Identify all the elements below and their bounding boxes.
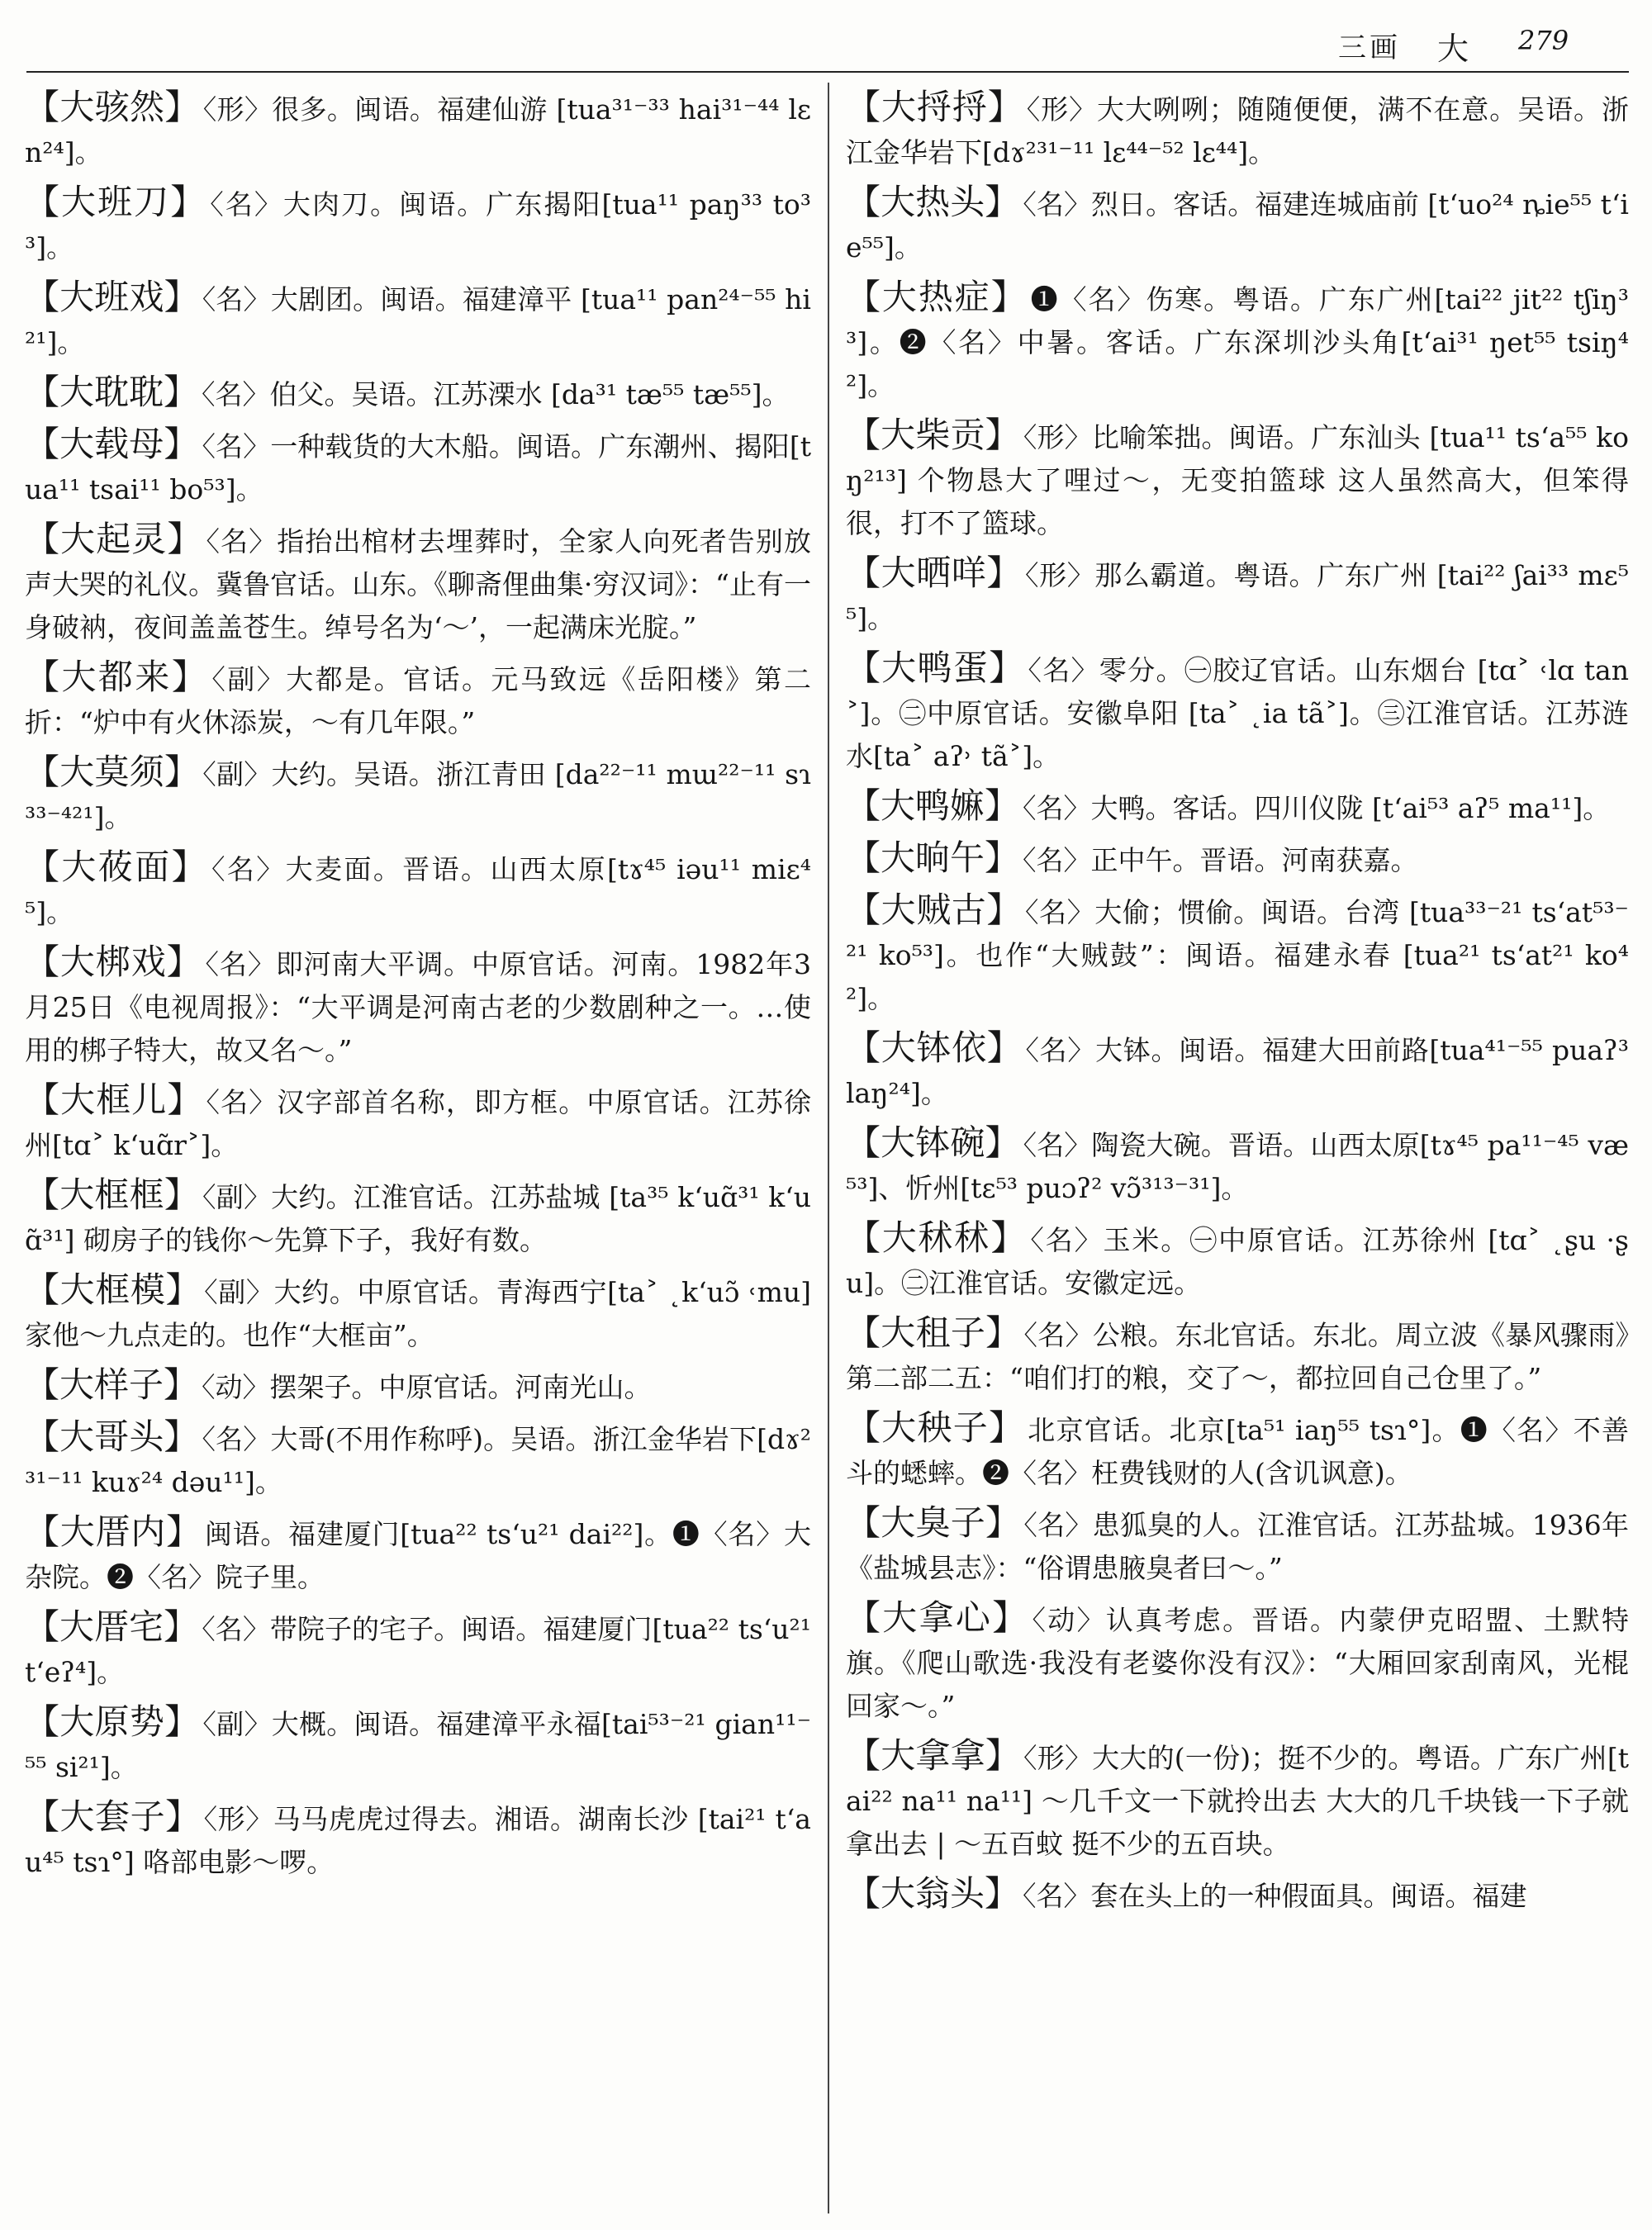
entry-headword: 【大套子】	[25, 1796, 201, 1837]
entry-definition: 〈名〉大剧团。闽语。福建漳平 [tua¹¹ pan²⁴⁻⁵⁵ hi²¹]。	[25, 283, 811, 358]
entry-definition: 〈副〉大约。江淮官话。江苏盐城 [ta³⁵ k‘uɑ̃³¹ k‘uɑ̃³¹] 砌房子的钱你～先算下子，我好有数。	[25, 1181, 811, 1256]
entry-headword: 【大贼古】	[846, 890, 1022, 930]
dictionary-entry	[25, 1079, 811, 1167]
dictionary-entry	[25, 941, 811, 1072]
dictionary-entry	[25, 1416, 811, 1504]
dictionary-entry	[25, 1796, 811, 1884]
dictionary-entry	[846, 647, 1629, 778]
dictionary-entry	[25, 1174, 811, 1262]
entry-definition: 〈名〉伯父。吴语。江苏溧水 [da³¹ tæ⁵⁵ tæ⁵⁵]。	[202, 378, 790, 410]
entry-headword: 【大起灵】	[25, 519, 203, 559]
entry-headword: 【大厝内】	[25, 1511, 202, 1552]
dictionary-entry	[846, 837, 1629, 882]
entry-definition: 〈名〉大肉刀。闽语。广东揭阳[tua¹¹ paŋ³³ to³³]。	[25, 188, 811, 263]
entry-headword: 【大翁头】	[846, 1873, 1020, 1914]
dictionary-entry	[846, 1407, 1629, 1495]
header-radical: 三画	[1338, 31, 1401, 64]
dictionary-entry	[25, 518, 811, 649]
entry-definition: 〈名〉陶瓷大碗。晋语。山西太原[tɤ⁴⁵ pa¹¹⁻⁴⁵ væ⁵³]、忻州[tɛ⁵³ puɔʔ² vɔ̃³¹³⁻³¹]。	[846, 1129, 1629, 1204]
header-rule	[26, 71, 1629, 73]
entry-definition: 〈名〉患狐臭的人。江淮官话。江苏盐城。1936年《盐城县志》：“俗谓患腋臭者曰～。”	[846, 1509, 1629, 1584]
entry-headword: 【大捋捋】	[846, 87, 1023, 127]
entry-definition: 〈形〉大大咧咧；随随便便，满不在意。吴语。浙江金华岩下[dɤ²³¹⁻¹¹ lɛ⁴⁴⁻⁵² lɛ⁴⁴]。	[846, 93, 1629, 168]
entry-headword: 【大框儿】	[25, 1079, 203, 1120]
column-divider	[828, 83, 829, 2213]
entry-definition: 〈形〉大大的(一份)；挺不少的。粤语。广东广州[tai²² na¹¹ na¹¹] ～几千文一下就拎出去 大大的几千块钱一下子就拿出去 | ～五百蚊 挺不少的五百块。	[846, 1742, 1629, 1860]
dictionary-entry	[846, 1734, 1629, 1866]
dictionary-entry	[846, 1122, 1629, 1210]
left-column	[25, 86, 811, 2209]
dictionary-entry	[25, 423, 811, 511]
entry-definition: 〈副〉大约。吴语。浙江青田 [da²²⁻¹¹ mɯ²²⁻¹¹ sɿ³³⁻⁴²¹]。	[25, 758, 811, 833]
entry-headword: 【大莫须】	[25, 752, 200, 792]
entry-definition: 〈形〉马马虎虎过得去。湘语。湖南长沙 [tai²¹ t‘au⁴⁵ tsɿ°] 咯部电影～啰。	[25, 1803, 811, 1878]
entry-definition: 〈名〉大鸭。客话。四川仪陇 [t‘ai⁵³ aʔ⁵ ma¹¹]。	[1023, 792, 1611, 824]
entry-definition: 〈名〉玉米。㊀中原官话。江苏徐州 [tɑ˃ ˛ʂu ·ʂu]。㊁江淮官话。安徽定远。	[846, 1224, 1629, 1299]
entry-headword: 【大柴贡】	[846, 415, 1020, 455]
entry-headword: 【大样子】	[25, 1364, 199, 1405]
entry-headword: 【大厝宅】	[25, 1606, 199, 1647]
entry-headword: 【大拿拿】	[846, 1735, 1021, 1776]
dictionary-entry	[25, 846, 811, 934]
entry-headword: 【大框框】	[25, 1174, 200, 1215]
entry-definition: 〈副〉大概。闽语。福建漳平永福[tai⁵³⁻²¹ gian¹¹⁻⁵⁵ si²¹]。	[25, 1708, 811, 1783]
entry-definition: 〈名〉大哥(不用作称呼)。吴语。浙江金华岩下[dɤ²³¹⁻¹¹ kuɤ²⁴ dəu¹¹]。	[25, 1423, 811, 1498]
entry-headword: 【大鸭蛋】	[846, 648, 1025, 688]
entry-definition: 〈名〉即河南大平调。中原官话。河南。1982年3月25日《电视周报》：“大平调是河南古老的少数剧种之一。…使用的梆子特大，故又名～。”	[25, 948, 811, 1066]
dictionary-entry	[25, 371, 811, 416]
dictionary-entry	[25, 656, 811, 744]
dictionary-entry	[846, 1502, 1629, 1590]
entry-definition: 〈名〉汉字部首名称，即方框。中原官话。江苏徐州[tɑ˃ k‘uɑ̃r˃]。	[25, 1086, 811, 1161]
dictionary-entry	[846, 414, 1629, 545]
dictionary-entry	[25, 1511, 811, 1599]
entry-headword: 【大梆戏】	[25, 942, 202, 982]
dictionary-entry	[846, 1217, 1629, 1305]
entry-headword: 【大臭子】	[846, 1502, 1021, 1543]
entry-definition: 〈名〉指抬出棺材去埋葬时，全家人向死者告别放声大哭的礼仪。冀鲁官话。山东。《聊斋俚曲集·穷汉词》：“止有一身破衲，夜间盖盖苍生。绰号名为‘～’，一起满床光腚。”	[25, 525, 811, 643]
dictionary-entry	[846, 1312, 1629, 1400]
entry-definition: 〈名〉烈日。客话。福建连城庙前 [t‘uo²⁴ ȵie⁵⁵ t‘ie⁵⁵]。	[846, 188, 1629, 263]
dictionary-entry	[846, 889, 1629, 1020]
dictionary-entry	[25, 1269, 811, 1357]
entry-definition: 〈形〉很多。闽语。福建仙游 [tua³¹⁻³³ hai³¹⁻⁴⁴ lɛn²⁴]。	[25, 93, 811, 168]
page-header	[0, 25, 1652, 66]
dictionary-entry	[846, 181, 1629, 269]
right-column	[846, 86, 1629, 2209]
entry-headword: 【大哥头】	[25, 1416, 199, 1457]
dictionary-entry	[846, 1872, 1629, 1918]
dictionary-entry	[25, 1701, 811, 1789]
dictionary-entry	[25, 181, 811, 269]
entry-definition: 〈名〉带院子的宅子。闽语。福建厦门[tua²² ts‘u²¹ t‘eʔ⁴]。	[25, 1613, 811, 1688]
entry-headword: 【大租子】	[846, 1312, 1021, 1353]
entry-headword: 【大晒咩】	[846, 553, 1023, 593]
entry-headword: 【大秫秫】	[846, 1217, 1028, 1258]
dictionary-entry	[846, 276, 1629, 407]
entry-definition: 〈名〉一种载货的大木船。闽语。广东潮州、揭阳[tua¹¹ tsai¹¹ bo⁵³]。	[25, 430, 811, 505]
entry-headword: 【大框模】	[25, 1269, 202, 1310]
entry-definition: 〈名〉大偷；惯偷。闽语。台湾 [tua³³⁻²¹ ts‘at⁵³⁻²¹ ko⁵³]。也作“大贼鼓”：闽语。福建永春 [tua²¹ ts‘at²¹ ko⁴²]。	[846, 896, 1629, 1014]
entry-definition: 〈名〉大钵。闽语。福建大田前路[tua⁴¹⁻⁵⁵ puaʔ³ laŋ²⁴]。	[846, 1034, 1629, 1109]
entry-definition: 〈形〉比喻笨拙。闽语。广东汕头 [tua¹¹ ts‘a⁵⁵ koŋ²¹³] 个物恳大了哩过～，无变拍篮球 这人虽然高大，但笨得很，打不了篮球。	[846, 421, 1629, 539]
entry-headword: 【大拿心】	[846, 1597, 1029, 1638]
entry-definition: ❶〈名〉伤寒。粤语。广东广州[tai²² jit²² tʃiŋ³³]。❷〈名〉中暑。客话。广东深圳沙头角[t‘ai³¹ ŋet⁵⁵ tsiŋ⁴²]。	[846, 283, 1629, 401]
entry-definition: 〈名〉公粮。东北官话。东北。周立波《暴风骤雨》第二部二五：“咱们打的粮，交了～，都拉回自己仓里了。”	[846, 1319, 1629, 1394]
dictionary-entry	[846, 552, 1629, 640]
entry-headword: 【大班刀】	[25, 182, 207, 222]
entry-headword: 【大鸭嫲】	[846, 785, 1020, 826]
entry-headword: 【大原势】	[25, 1701, 200, 1742]
dictionary-entry	[25, 751, 811, 839]
dictionary-entry	[846, 86, 1629, 174]
entry-definition: 闽语。福建厦门[tua²² ts‘u²¹ dai²²]。❶〈名〉大杂院。❷〈名〉院子里。	[25, 1518, 811, 1593]
entry-headword: 【大热头】	[846, 182, 1020, 222]
dictionary-entry	[846, 785, 1629, 830]
entry-headword: 【大秧子】	[846, 1407, 1025, 1448]
entry-definition: 〈名〉大麦面。晋语。山西太原[tɤ⁴⁵ iəu¹¹ miɛ⁴⁵]。	[25, 853, 811, 928]
header-character: 大	[1437, 31, 1469, 67]
entry-headword: 【大钵依】	[846, 1027, 1023, 1068]
entry-definition: 〈名〉正中午。晋语。河南获嘉。	[1023, 844, 1418, 876]
entry-headword: 【大载母】	[25, 424, 199, 464]
entry-definition: 〈名〉套在头上的一种假面具。闽语。福建	[1023, 1880, 1527, 1912]
dictionary-entry	[846, 1597, 1629, 1728]
entry-headword: 【大耽耽】	[25, 372, 199, 412]
entry-headword: 【大都来】	[25, 657, 209, 697]
page-number: 279	[1518, 25, 1569, 56]
entry-definition: 〈副〉大约。中原官话。青海西宁[ta˃ ˛k‘uɔ̃ ˓mu]家他～九点走的。也作“大框亩”。	[25, 1276, 811, 1351]
entry-definition: 〈形〉那么霸道。粤语。广东广州 [tai²² ʃai³³ mɛ⁵⁵]。	[846, 559, 1629, 634]
entry-headword: 【大班戏】	[25, 277, 199, 317]
entry-definition: 北京官话。北京[ta⁵¹ iaŋ⁵⁵ tsɿ°]。❶〈名〉不善斗的蟋蟀。❷〈名〉枉费钱财的人(含讥讽意)。	[846, 1414, 1629, 1489]
entry-definition: 〈名〉零分。㊀胶辽官话。山东烟台 [tɑ˃ ˓lɑ tan˃]。㊁中原官话。安徽阜阳 [ta˃ ˛ia tã˃]。㊂江淮官话。江苏涟水[ta˃ aʔ˒ tã˃]。	[846, 654, 1629, 772]
entry-definition: 〈动〉认真考虑。晋语。内蒙伊克昭盟、土默特旗。《爬山歌选·我没有老婆你没有汉》：“大厢回家刮南风，光棍回家～。”	[846, 1604, 1629, 1722]
dictionary-entry	[25, 1364, 811, 1409]
entry-headword: 【大骇然】	[25, 87, 200, 127]
entry-headword: 【大热症】	[846, 277, 1028, 317]
dictionary-entry	[25, 1606, 811, 1694]
dictionary-entry	[846, 1027, 1629, 1115]
dictionary-entry	[25, 276, 811, 364]
entry-headword: 【大莜面】	[25, 847, 208, 887]
entry-definition: 〈动〉摆架子。中原官话。河南光山。	[202, 1371, 652, 1403]
entry-headword: 【大晌午】	[846, 837, 1020, 878]
entry-headword: 【大钵碗】	[846, 1122, 1020, 1163]
entry-definition: 〈副〉大都是。官话。元马致远《岳阳楼》第二折：“炉中有火休添炭，～有几年限。”	[25, 663, 811, 738]
dictionary-entry	[25, 86, 811, 174]
